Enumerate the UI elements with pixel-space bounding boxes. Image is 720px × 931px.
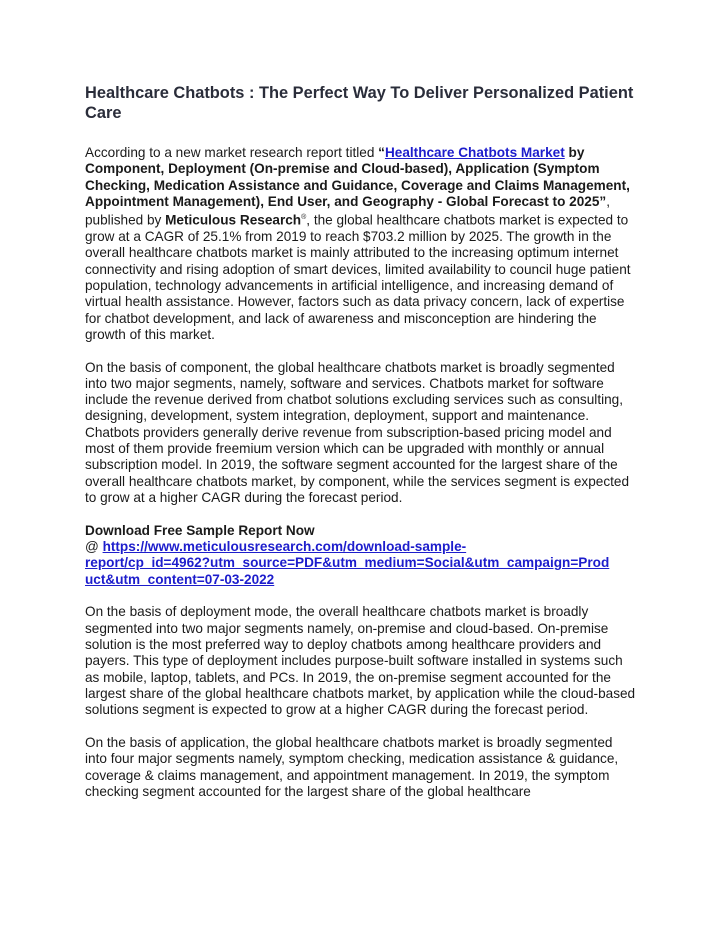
company-name: Meticulous Research (165, 212, 302, 228)
deployment-paragraph: On the basis of deployment mode, the overall healthcare chatbots market is broadly segmented into two major segments namely, on-premise and cloud-based. On-premise solution is the most preferred way to deploy chatbots among healthcare providers and payers. This type of deployment includes purpose-built software installed in systems such as mobile, laptop, tablets, and PCs. In 2019, the on-premise segment accounted for the largest share of the global healthcare chatbots market, by application while the cloud-based solutions segment is expected to grow at a higher CAGR during the forecast period. (85, 604, 636, 718)
at-symbol: @ (85, 539, 103, 555)
download-link-line1[interactable]: https://www.meticulousresearch.com/download-sample- (102, 539, 467, 555)
download-heading: Download Free Sample Report Now (85, 522, 315, 538)
document-page (85, 84, 637, 817)
report-title-rest: by Component, Deployment (On-premise and Cloud-based), Application (Symptom Checking, Medication Assistance and Guidance, Coverage and Claims Management, Appointment Management), End User, and Geography - Global Forecast to 2025” (85, 145, 630, 209)
quote-open: “ (378, 145, 385, 160)
intro-text-c: , the global healthcare chatbots market is expected to grow at a CAGR of 25.1% from 2019 to reach $703.2 million by 2025. The growth in the overall healthcare chatbots market is mainly attributed to the increasing optimum internet connectivity and rising adoption of smart devices, limited availability to council huge patient population, technology advancements in artificial intelligence, and increasing demand of virtual health assistance. However, factors such as data privacy concern, lack of expertise for chatbot development, and lack of awareness and misconception are hindering the growth of this market. (85, 212, 631, 342)
application-paragraph: On the basis of application, the global healthcare chatbots market is broadly segmented into four major segments namely, symptom checking, medication assistance & guidance, coverage & claims management, and appointment management. In 2019, the symptom checking segment accounted for the largest share of the global healthcare (85, 735, 619, 799)
download-link-line2[interactable]: report/cp_id=4962?utm_source=PDF&utm_medium=Social&utm_campaign=Prod (85, 555, 610, 571)
intro-paragraph (85, 145, 637, 343)
download-link-line3[interactable]: uct&utm_content=07-03-2022 (85, 571, 275, 587)
report-title-link[interactable]: Healthcare Chatbots Market (384, 145, 565, 160)
download-section (85, 523, 637, 588)
intro-text-a: According to a new market research report titled (85, 145, 379, 160)
intro-text-b: , published by (85, 193, 610, 228)
component-paragraph: On the basis of component, the global healthcare chatbots market is broadly segmented into two major segments, namely, software and services. Chatbots market for software include the revenue derived from chatbot solutions excluding services such as consulting, designing, development, system integration, deployment, support and maintenance. Chatbots providers generally derive revenue from subscription-based pricing model and most of them provide freemium version which can be upgraded with monthly or annual subscription model. In 2019, the software segment accounted for the largest share of the overall healthcare chatbots market, by component, while the services segment is expected to grow at a higher CAGR during the forecast period. (85, 359, 630, 505)
registered-mark: ® (301, 214, 307, 222)
document-title: Healthcare Chatbots : The Perfect Way To Deliver Personalized Patient Care (85, 84, 634, 122)
